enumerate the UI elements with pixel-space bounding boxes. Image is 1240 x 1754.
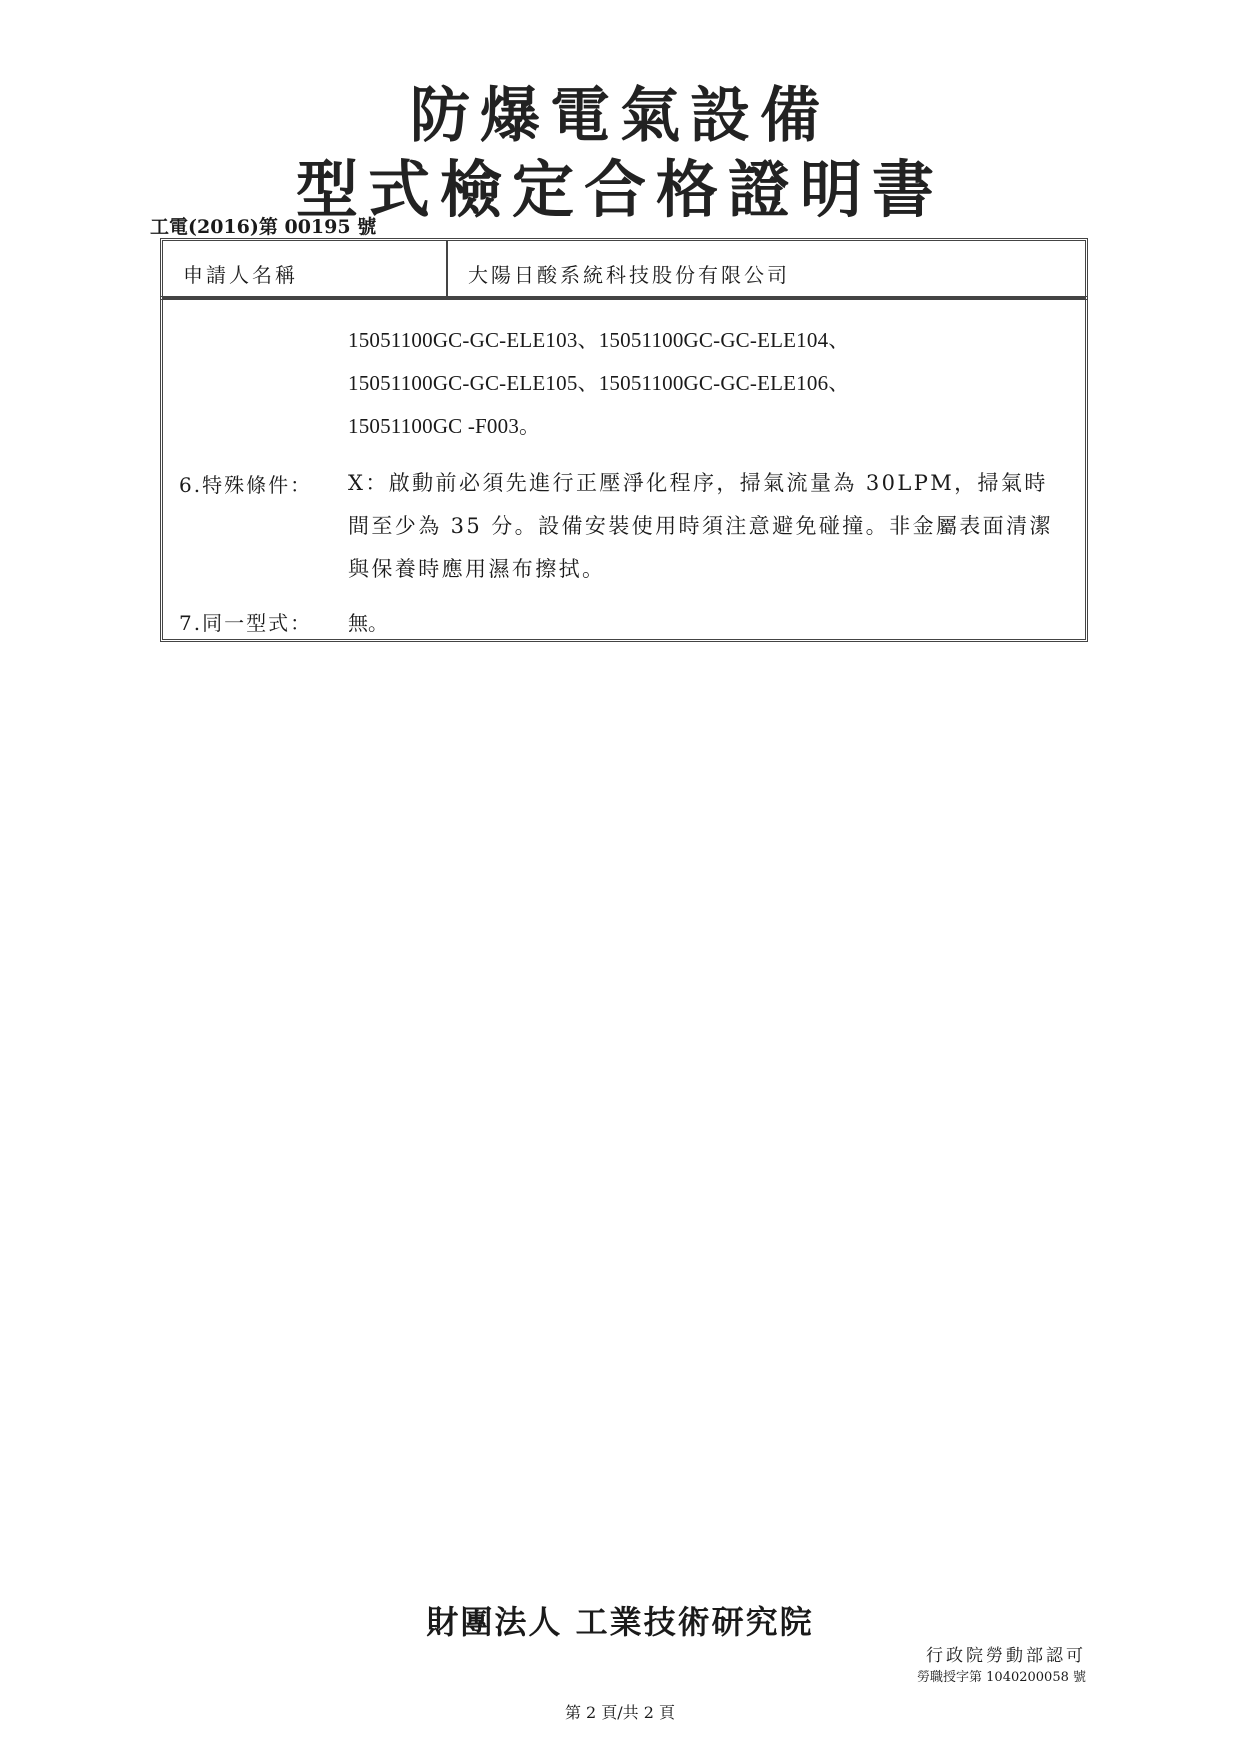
applicant-value: 大陽日酸系統科技股份有限公司 xyxy=(468,263,790,287)
model-line: 15051100GC-GC-ELE103、15051100GC-GC-ELE104、 xyxy=(348,328,850,352)
special-conditions-line: X：啟動前必須先進行正壓淨化程序，掃氣流量為 30LPM，掃氣時 xyxy=(348,471,1048,495)
model-line: 15051100GC -F003。 xyxy=(348,414,541,438)
special-conditions-line: 間至少為 35 分。設備安裝使用時須注意避免碰撞。非金屬表面清潔 xyxy=(348,514,1053,538)
document-title-line2: 型式檢定合格證明書 xyxy=(295,153,944,226)
applicant-label: 申請人名稱 xyxy=(183,263,298,287)
same-type-label: 7.同一型式： xyxy=(179,611,313,635)
details-table xyxy=(160,296,1088,642)
certificate-number: 工電(2016)第 00195 號 xyxy=(150,216,377,238)
issuing-institute: 財團法人 工業技術研究院 xyxy=(426,1603,814,1641)
approval-number: 勞職授字第 1040200058 號 xyxy=(917,1670,1086,1685)
approval-authority: 行政院勞動部認可 xyxy=(926,1646,1086,1666)
page-number: 第 2 頁/共 2 頁 xyxy=(564,1703,676,1722)
model-line: 15051100GC-GC-ELE105、15051100GC-GC-ELE106、 xyxy=(348,371,850,395)
applicant-table xyxy=(160,238,1088,300)
special-conditions-label: 6.特殊條件： xyxy=(179,473,313,497)
document-title-line1: 防爆電氣設備 xyxy=(410,81,830,151)
applicant-divider xyxy=(446,241,448,297)
special-conditions-line: 與保養時應用濕布擦拭。 xyxy=(348,557,606,581)
same-type-value: 無。 xyxy=(348,611,388,635)
